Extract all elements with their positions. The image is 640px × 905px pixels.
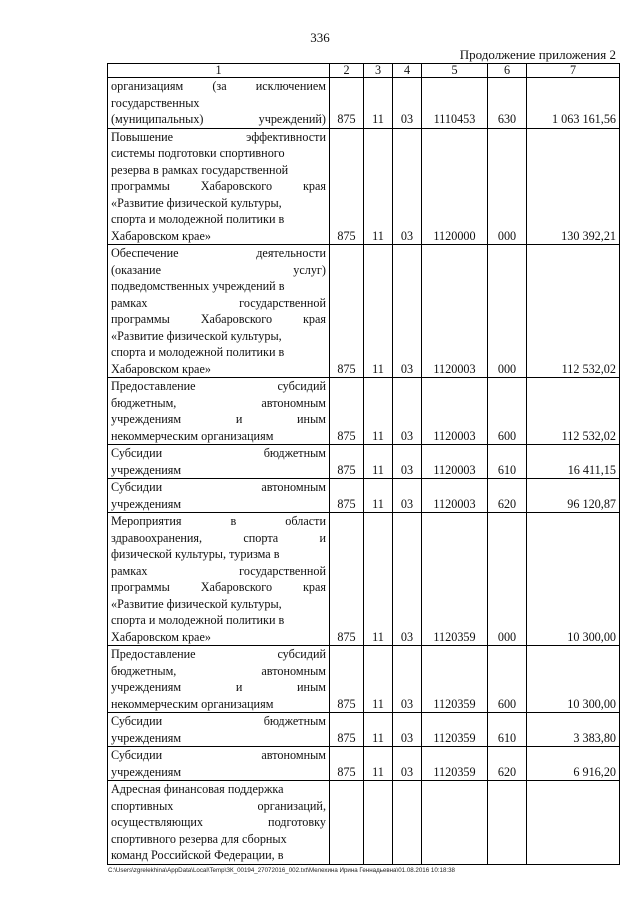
- item-name-word: бюджетным: [263, 714, 326, 728]
- table-row: [108, 445, 620, 479]
- item-name-word: автономным: [261, 480, 326, 494]
- item-name-line: [111, 211, 326, 228]
- item-name-line: [111, 663, 326, 680]
- expense-type-cell: [488, 781, 527, 865]
- subsection-code-cell: 03: [393, 378, 422, 445]
- item-name-word: физической культуры, туризма в: [111, 547, 280, 561]
- item-name-word: края: [302, 312, 326, 326]
- ministry-code-cell: 875: [330, 128, 364, 245]
- item-name-word: (муниципальных): [111, 112, 204, 126]
- item-name-word: Мероприятия: [111, 514, 182, 528]
- table-row: [108, 747, 620, 781]
- item-name-word: субсидий: [277, 647, 326, 661]
- item-name-line: [111, 513, 326, 530]
- column-number: 5: [422, 64, 488, 78]
- item-name-word: рамках: [111, 563, 148, 578]
- ministry-code-cell: 875: [330, 78, 364, 129]
- ministry-code-cell: [330, 781, 364, 865]
- ministry-code-cell: 875: [330, 445, 364, 479]
- item-name-line: [111, 328, 326, 345]
- expense-type-cell: 620: [488, 747, 527, 781]
- section-code-cell: 11: [364, 78, 393, 129]
- expense-type-cell: 600: [488, 378, 527, 445]
- amount-cell: 10 300,00: [527, 646, 620, 713]
- item-name-line: [111, 462, 326, 479]
- item-name-line: [111, 195, 326, 212]
- item-name-word: спорта и молодежной политики в: [111, 613, 285, 627]
- item-name-line: [111, 847, 326, 864]
- item-name-word: спортивного резерва для сборных: [111, 831, 287, 846]
- target-article-cell: 1120000: [422, 128, 488, 245]
- item-name-word: бюджетным,: [111, 663, 177, 678]
- item-name-line: [111, 361, 326, 378]
- target-article-cell: [422, 781, 488, 865]
- item-name-word: учреждений): [258, 112, 326, 126]
- item-name-cell: [108, 781, 330, 865]
- item-name-line: [111, 713, 326, 730]
- amount-cell: 130 392,21: [527, 128, 620, 245]
- item-name-line: [111, 262, 326, 279]
- table-row: [108, 479, 620, 513]
- table-row: [108, 78, 620, 129]
- expense-type-cell: 000: [488, 245, 527, 378]
- item-name-line: [111, 278, 326, 295]
- amount-cell: 112 532,02: [527, 245, 620, 378]
- item-name-word: автономным: [261, 395, 326, 410]
- section-code-cell: 11: [364, 713, 393, 747]
- item-name-word: государственных: [111, 95, 200, 110]
- subsection-code-cell: 03: [393, 128, 422, 245]
- item-name-word: Обеспечение: [111, 246, 179, 260]
- item-name-word: Хабаровском крае»: [111, 228, 211, 243]
- item-name-line: [111, 646, 326, 663]
- section-code-cell: 11: [364, 445, 393, 479]
- item-name-word: организациям: [111, 79, 184, 93]
- item-name-word: «Развитие физической культуры,: [111, 596, 282, 611]
- item-name-word: Предоставление: [111, 379, 196, 393]
- subsection-code-cell: [393, 781, 422, 865]
- item-name-word: программы: [111, 312, 170, 326]
- section-code-cell: 11: [364, 646, 393, 713]
- item-name-line: [111, 679, 326, 696]
- section-code-cell: 11: [364, 128, 393, 245]
- item-name-word: программы: [111, 179, 170, 193]
- item-name-word: учреждениям: [111, 680, 182, 694]
- item-name-word: организаций,: [257, 798, 326, 813]
- item-name-word: резерва в рамках государственной: [111, 162, 289, 177]
- item-name-word: «Развитие физической культуры,: [111, 195, 282, 210]
- column-number: 6: [488, 64, 527, 78]
- item-name-word: иным: [297, 680, 326, 694]
- section-code-cell: 11: [364, 747, 393, 781]
- item-name-word: некоммерческим организациям: [111, 696, 274, 711]
- item-name-word: и: [235, 680, 243, 694]
- item-name-word: и: [319, 530, 326, 545]
- item-name-word: рамках: [111, 295, 148, 310]
- column-number: 3: [364, 64, 393, 78]
- subsection-code-cell: 03: [393, 78, 422, 129]
- amount-cell: [527, 781, 620, 865]
- column-number: 2: [330, 64, 364, 78]
- item-name-line: [111, 696, 326, 713]
- item-name-line: [111, 311, 326, 328]
- item-name-word: бюджетным,: [111, 395, 177, 410]
- target-article-cell: 1120003: [422, 245, 488, 378]
- table-row: [108, 646, 620, 713]
- item-name-word: и: [235, 412, 243, 426]
- subsection-code-cell: 03: [393, 513, 422, 646]
- item-name-word: автономным: [261, 748, 326, 762]
- ministry-code-cell: 875: [330, 513, 364, 646]
- item-name-word: Предоставление: [111, 647, 196, 661]
- item-name-word: области: [285, 514, 326, 528]
- item-name-word: автономным: [261, 663, 326, 678]
- table-row: [108, 713, 620, 747]
- ministry-code-cell: 875: [330, 713, 364, 747]
- item-name-word: Субсидии: [111, 748, 163, 762]
- amount-cell: 10 300,00: [527, 513, 620, 646]
- item-name-word: края: [302, 580, 326, 594]
- expense-type-cell: 630: [488, 78, 527, 129]
- item-name-word: Субсидии: [111, 446, 163, 460]
- item-name-word: иным: [297, 412, 326, 426]
- item-name-word: осуществляющих: [111, 815, 203, 829]
- item-name-word: здравоохранения,: [111, 530, 203, 545]
- expense-type-cell: 620: [488, 479, 527, 513]
- item-name-cell: [108, 747, 330, 781]
- item-name-line: [111, 629, 326, 646]
- item-name-word: некоммерческим организациям: [111, 428, 274, 443]
- item-name-word: государственной: [239, 563, 326, 578]
- subsection-code-cell: 03: [393, 445, 422, 479]
- amount-cell: 1 063 161,56: [527, 78, 620, 129]
- item-name-word: края: [302, 179, 326, 193]
- section-code-cell: [364, 781, 393, 865]
- item-name-line: [111, 814, 326, 831]
- item-name-cell: [108, 713, 330, 747]
- file-path-footer: C:\Users\zgrelekhina\AppData\Local\Temp\ЗК_00194_27072016_002.txt\Мелехина Ирина Геннадьевна\01.08.2016 10:18:38: [108, 867, 455, 874]
- item-name-cell: [108, 513, 330, 646]
- subsection-code-cell: 03: [393, 713, 422, 747]
- subsection-code-cell: 03: [393, 646, 422, 713]
- item-name-line: [111, 111, 326, 128]
- amount-cell: 6 916,20: [527, 747, 620, 781]
- item-name-line: [111, 764, 326, 781]
- item-name-line: [111, 747, 326, 764]
- item-name-word: Адресная финансовая поддержка: [111, 782, 284, 796]
- item-name-word: (оказание: [111, 262, 161, 277]
- item-name-word: (за: [212, 79, 227, 93]
- item-name-line: [111, 162, 326, 179]
- item-name-line: [111, 546, 326, 563]
- amount-cell: 112 532,02: [527, 378, 620, 445]
- item-name-line: [111, 730, 326, 747]
- item-name-word: Субсидии: [111, 480, 163, 494]
- item-name-line: [111, 612, 326, 629]
- expense-type-cell: 000: [488, 128, 527, 245]
- table-row: [108, 513, 620, 646]
- ministry-code-cell: 875: [330, 479, 364, 513]
- item-name-line: [111, 445, 326, 462]
- item-name-cell: [108, 128, 330, 245]
- item-name-word: в: [230, 514, 237, 528]
- item-name-word: подведомственных учреждений в: [111, 279, 285, 293]
- item-name-line: [111, 145, 326, 162]
- item-name-word: спорта: [243, 530, 279, 545]
- item-name-cell: [108, 78, 330, 129]
- item-name-word: Повышение: [111, 129, 174, 144]
- item-name-word: программы: [111, 580, 170, 594]
- table-row: [108, 128, 620, 245]
- item-name-line: [111, 798, 326, 815]
- amount-cell: 16 411,15: [527, 445, 620, 479]
- section-code-cell: 11: [364, 479, 393, 513]
- item-name-cell: [108, 378, 330, 445]
- continuation-label: Продолжение приложения 2: [459, 47, 616, 62]
- item-name-word: учреждениям: [111, 412, 182, 426]
- expense-type-cell: 610: [488, 713, 527, 747]
- item-name-line: [111, 378, 326, 395]
- ministry-code-cell: 875: [330, 245, 364, 378]
- ministry-code-cell: 875: [330, 747, 364, 781]
- item-name-word: Хабаровском крае»: [111, 629, 211, 644]
- item-name-word: подготовку: [268, 815, 326, 829]
- item-name-line: [111, 344, 326, 361]
- item-name-word: государственной: [239, 295, 326, 310]
- item-name-word: Хабаровского: [200, 580, 273, 594]
- item-name-cell: [108, 445, 330, 479]
- column-number: 1: [108, 64, 330, 78]
- item-name-word: Хабаровском крае»: [111, 361, 211, 376]
- section-code-cell: 11: [364, 513, 393, 646]
- ministry-code-cell: 875: [330, 646, 364, 713]
- subsection-code-cell: 03: [393, 479, 422, 513]
- item-name-word: Субсидии: [111, 714, 163, 728]
- amount-cell: 3 383,80: [527, 713, 620, 747]
- item-name-line: [111, 95, 326, 112]
- page-number: 336: [310, 30, 330, 45]
- target-article-cell: 1120359: [422, 513, 488, 646]
- item-name-line: [111, 563, 326, 580]
- target-article-cell: 1120003: [422, 479, 488, 513]
- subsection-code-cell: 03: [393, 747, 422, 781]
- target-article-cell: 1120359: [422, 713, 488, 747]
- subsection-code-cell: 03: [393, 245, 422, 378]
- column-number: 7: [527, 64, 620, 78]
- expense-type-cell: 600: [488, 646, 527, 713]
- target-article-cell: 1120003: [422, 445, 488, 479]
- item-name-line: [111, 479, 326, 496]
- item-name-line: [111, 178, 326, 195]
- item-name-word: учреждениям: [111, 730, 182, 745]
- item-name-line: [111, 395, 326, 412]
- item-name-word: исключением: [255, 79, 326, 93]
- expense-type-cell: 610: [488, 445, 527, 479]
- item-name-word: учреждениям: [111, 462, 182, 477]
- item-name-line: [111, 245, 326, 262]
- item-name-word: бюджетным: [263, 446, 326, 460]
- section-code-cell: 11: [364, 245, 393, 378]
- table-row: [108, 245, 620, 378]
- item-name-word: спорта и молодежной политики в: [111, 345, 285, 359]
- column-number-row: [108, 64, 620, 78]
- target-article-cell: 1120359: [422, 646, 488, 713]
- item-name-line: [111, 295, 326, 312]
- item-name-line: [111, 78, 326, 95]
- item-name-cell: [108, 245, 330, 378]
- item-name-cell: [108, 479, 330, 513]
- item-name-word: услуг): [293, 262, 326, 277]
- section-code-cell: 11: [364, 378, 393, 445]
- item-name-word: спорта и молодежной политики в: [111, 212, 285, 226]
- item-name-word: системы подготовки спортивного: [111, 146, 285, 160]
- item-name-line: [111, 496, 326, 513]
- table-row: [108, 378, 620, 445]
- table-row: [108, 781, 620, 865]
- ministry-code-cell: 875: [330, 378, 364, 445]
- item-name-line: [111, 129, 326, 146]
- item-name-cell: [108, 646, 330, 713]
- budget-table: [107, 63, 620, 865]
- target-article-cell: 1110453: [422, 78, 488, 129]
- target-article-cell: 1120359: [422, 747, 488, 781]
- item-name-line: [111, 781, 326, 798]
- column-number: 4: [393, 64, 422, 78]
- item-name-word: Хабаровского: [200, 312, 273, 326]
- target-article-cell: 1120003: [422, 378, 488, 445]
- item-name-word: «Развитие физической культуры,: [111, 328, 282, 343]
- item-name-word: Хабаровского: [200, 179, 273, 193]
- item-name-line: [111, 428, 326, 445]
- amount-cell: 96 120,87: [527, 479, 620, 513]
- item-name-word: субсидий: [277, 379, 326, 393]
- item-name-word: деятельности: [256, 246, 326, 260]
- item-name-word: учреждениям: [111, 764, 182, 779]
- item-name-word: эффективности: [246, 129, 326, 144]
- item-name-line: [111, 228, 326, 245]
- expense-type-cell: 000: [488, 513, 527, 646]
- item-name-word: спортивных: [111, 798, 174, 813]
- item-name-line: [111, 411, 326, 428]
- item-name-line: [111, 831, 326, 848]
- item-name-line: [111, 596, 326, 613]
- item-name-word: команд Российской Федерации, в: [111, 848, 284, 862]
- item-name-word: учреждениям: [111, 496, 182, 511]
- item-name-line: [111, 530, 326, 547]
- item-name-line: [111, 579, 326, 596]
